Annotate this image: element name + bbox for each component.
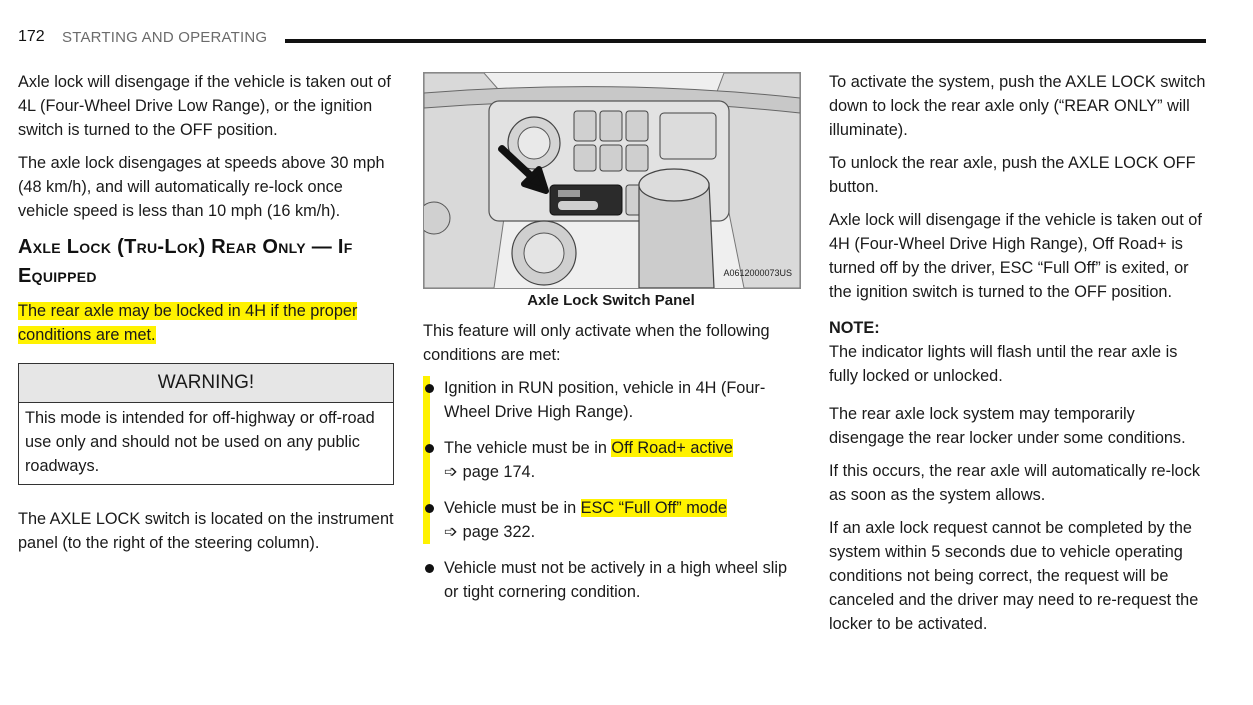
axle-lock-switch-figure xyxy=(423,72,801,289)
list-item xyxy=(423,376,803,424)
conditions-list xyxy=(423,376,803,604)
bullet-dot xyxy=(425,504,434,513)
list-item xyxy=(423,436,803,484)
section-heading: Axle Lock (Tru-Lok) Rear Only — If Equipped xyxy=(18,236,353,287)
highlighted-text: The rear axle may be locked in 4H if the proper conditions are met. xyxy=(18,302,358,344)
paragraph: Axle lock will disengage if the vehicle is taken out of 4H (Four-Wheel Drive High Range), Off Road+ is turned off by the driver, ESC “Full Off” is exited, or the ignition switch is turned to the OFF position. xyxy=(829,211,1202,301)
highlighted-text: ESC “Full Off” mode xyxy=(580,499,727,517)
paragraph: The rear axle lock system may temporarily disengage the rear locker under some conditions. xyxy=(829,405,1186,447)
page-header xyxy=(18,28,1206,50)
column-right xyxy=(829,70,1209,645)
page-ref-arrow-icon: ➩ xyxy=(444,463,458,481)
note-text: The indicator lights will flash until the rear axle is fully locked or unlocked. xyxy=(829,343,1178,385)
paragraph: This feature will only activate when the following conditions are met: xyxy=(423,322,770,364)
paragraph: If an axle lock request cannot be completed by the system within 5 seconds due to vehicle operating conditions not being correct, the request will be canceled and the driver may need to re-request the locker to be activated. xyxy=(829,519,1199,633)
page-reference-link[interactable]: page 174. xyxy=(462,463,536,481)
figure-code: A0612000073US xyxy=(723,268,792,278)
paragraph: The AXLE LOCK switch is located on the instrument panel (to the right of the steering column). xyxy=(18,510,394,552)
page-reference-link[interactable]: page 322. xyxy=(462,523,536,541)
page-number: 172 xyxy=(18,28,45,45)
paragraph: To unlock the rear axle, push the AXLE LOCK OFF button. xyxy=(829,154,1196,196)
bullet-dot xyxy=(425,384,434,393)
paragraph: Axle lock will disengage if the vehicle is taken out of 4L (Four-Wheel Drive Low Range), or the ignition switch is turned to the OFF position. xyxy=(18,73,391,139)
warning-box xyxy=(18,363,394,485)
bullet-text: The vehicle must be in xyxy=(444,439,612,457)
highlighted-text: Off Road+ active xyxy=(611,439,733,457)
warning-title: WARNING! xyxy=(19,364,393,403)
bullet-dot xyxy=(425,444,434,453)
dashboard-illustration xyxy=(424,73,800,288)
header-rule xyxy=(285,39,1206,43)
list-item xyxy=(423,556,803,604)
list-item xyxy=(423,496,803,544)
column-middle xyxy=(423,70,803,616)
column-left xyxy=(18,70,396,564)
paragraph: If this occurs, the rear axle will automatically re-lock as soon as the system allows. xyxy=(829,462,1200,504)
bullet-text: Ignition in RUN position, vehicle in 4H (Four-Wheel Drive High Range). xyxy=(444,379,766,421)
note-label: NOTE: xyxy=(829,319,880,337)
bullet-text: Vehicle must not be actively in a high wheel slip or tight cornering condition. xyxy=(444,559,788,601)
section-title: STARTING AND OPERATING xyxy=(62,29,268,46)
bullet-dot xyxy=(425,564,434,573)
warning-text: This mode is intended for off-highway or off-road use only and should not be used on any public roadways. xyxy=(25,409,375,475)
figure-caption: Axle Lock Switch Panel xyxy=(527,292,695,309)
highlighted-paragraph xyxy=(18,299,396,347)
paragraph: To activate the system, push the AXLE LOCK switch down to lock the rear axle only (“REAR ONLY” will illuminate). xyxy=(829,73,1206,139)
page-ref-arrow-icon: ➩ xyxy=(444,523,458,541)
bullet-text: Vehicle must be in xyxy=(444,499,581,517)
paragraph: The axle lock disengages at speeds above 30 mph (48 km/h), and will automatically re-lock once vehicle speed is less than 10 mph (16 km/h). xyxy=(18,154,385,220)
